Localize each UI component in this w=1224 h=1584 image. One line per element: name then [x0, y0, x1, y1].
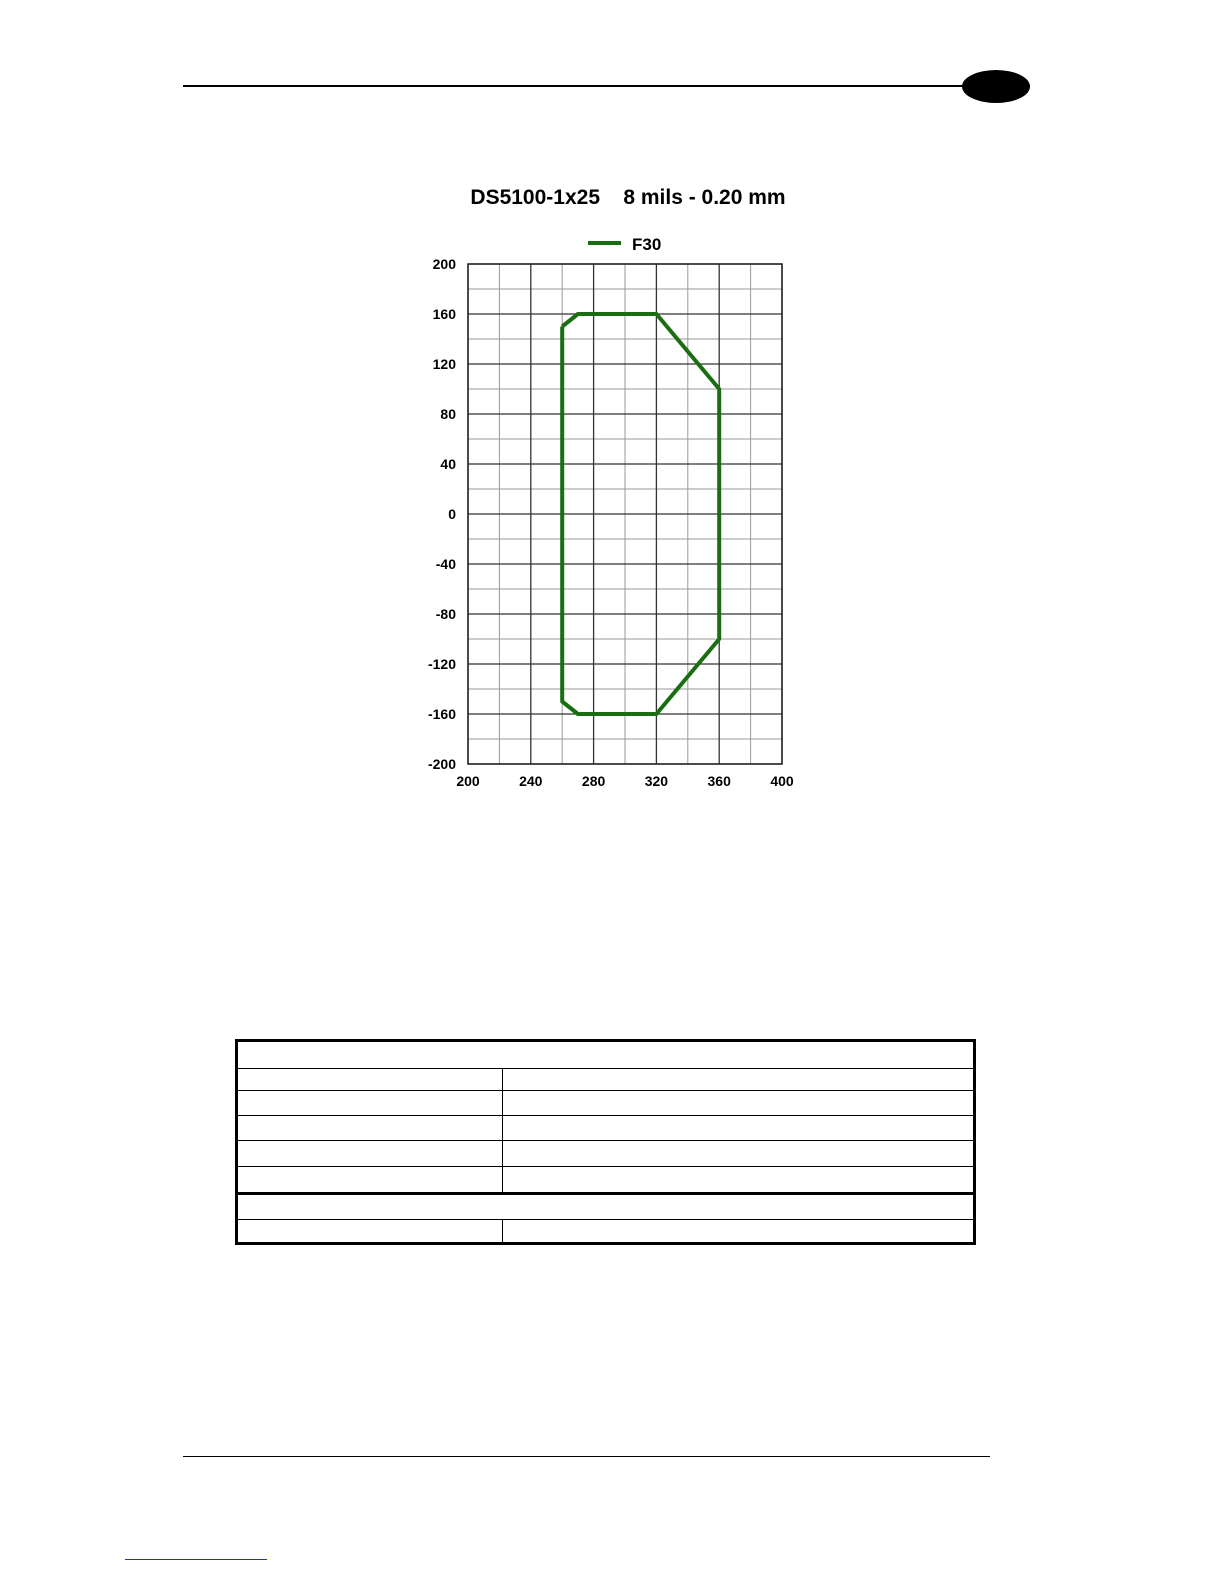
y-tick-label: -40 — [435, 556, 456, 572]
x-tick-label: 400 — [770, 773, 794, 789]
table-row — [238, 1090, 973, 1116]
table-cell — [503, 1167, 973, 1193]
footer-link-underline — [125, 1559, 267, 1560]
table-section-row — [238, 1192, 973, 1220]
table-cell — [238, 1220, 503, 1243]
x-axis-ticks — [456, 773, 794, 789]
table-cell — [238, 1091, 503, 1116]
table-row — [238, 1166, 973, 1193]
table-cell — [503, 1116, 973, 1141]
table-cell — [238, 1116, 503, 1141]
y-axis-ticks — [428, 256, 456, 772]
table-row — [238, 1115, 973, 1141]
table-cell — [503, 1069, 973, 1091]
table-cell — [503, 1220, 973, 1243]
x-tick-label: 280 — [581, 773, 606, 789]
y-tick-label: 200 — [432, 256, 456, 272]
y-tick-label: -200 — [427, 756, 456, 772]
y-tick-label: 0 — [448, 506, 456, 522]
x-tick-label: 360 — [707, 773, 731, 789]
legend-label-f30: F30 — [632, 235, 662, 254]
y-tick-label: 160 — [432, 306, 456, 322]
table-cell — [503, 1141, 973, 1167]
table-cell — [238, 1141, 503, 1167]
x-tick-label: 320 — [644, 773, 669, 789]
table-row — [238, 1140, 973, 1167]
y-tick-label: 40 — [440, 456, 456, 472]
footer-rule — [183, 1456, 990, 1457]
specification-table — [235, 1039, 976, 1245]
y-tick-label: -160 — [427, 706, 456, 722]
y-tick-label: 120 — [432, 356, 456, 372]
table-cell — [503, 1091, 973, 1116]
y-tick-label: 80 — [440, 406, 456, 422]
table-row — [238, 1219, 973, 1243]
table-cell — [238, 1069, 503, 1091]
chart-title: DS5100-1x25 8 mils - 0.20 mm — [470, 186, 786, 209]
x-tick-label: 240 — [519, 773, 543, 789]
y-tick-label: -120 — [427, 656, 456, 672]
table-cell — [238, 1167, 503, 1193]
x-tick-label: 200 — [456, 773, 480, 789]
table-row — [238, 1068, 973, 1091]
y-tick-label: -80 — [435, 606, 456, 622]
